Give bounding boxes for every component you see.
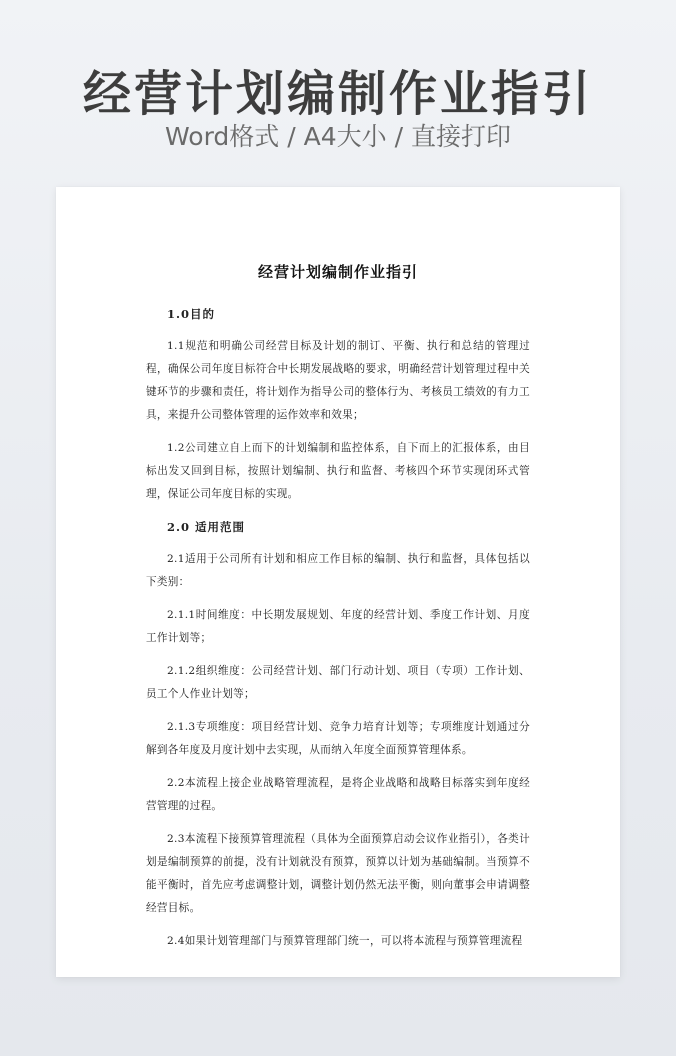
paragraph: 2.1适用于公司所有计划和相应工作目标的编制、执行和监督，具体包括以下类别： bbox=[146, 553, 530, 588]
banner-title: 经营计划编制作业指引 bbox=[82, 66, 593, 122]
paragraph: 2.1.2组织维度：公司经营计划、部门行动计划、项目（专项）工作计划、员工个人作业计划等； bbox=[146, 665, 530, 700]
paragraph: 1.2公司建立自上而下的计划编制和监控体系，自下而上的汇报体系，由目标出发又回到目标，按照计划编制、执行和监督、考核四个环节实现闭环式管理，保证公司年度目标的实现。 bbox=[146, 442, 530, 500]
paragraph: 2.3本流程下接预算管理流程（具体为全面预算启动会议作业指引），各类计划是编制预算的前提，没有计划就没有预算，预算以计划为基础编制。当预算不能平衡时，首先应考虑调整计划，调整计划仍然无法平衡，则向董事会申请调整经营目标。 bbox=[146, 833, 530, 914]
banner-subtitle: Word格式 / A4大小 / 直接打印 bbox=[165, 122, 511, 151]
paragraph: 2.1.3专项维度：项目经营计划、竞争力培育计划等；专项维度计划通过分解到各年度及月度计划中去实现，从而纳入年度全面预算管理体系。 bbox=[146, 721, 530, 756]
paragraph: 2.1.1时间维度：中长期发展规划、年度的经营计划、季度工作计划、月度工作计划等； bbox=[146, 609, 530, 644]
paragraph: 2.2本流程上接企业战略管理流程，是将企业战略和战略目标落实到年度经营管理的过程。 bbox=[146, 777, 530, 812]
document-page bbox=[56, 187, 620, 977]
document-title: 经营计划编制作业指引 bbox=[257, 263, 418, 281]
paragraph: 1.1规范和明确公司经营目标及计划的制订、平衡、执行和总结的管理过程，确保公司年度目标符合中长期发展战略的要求，明确经营计划管理过程中关键环节的步骤和责任，将计划作为指导公司的整体行为、考核员工绩效的有力工具，来提升公司整体管理的运作效率和效果； bbox=[146, 340, 530, 421]
document-content bbox=[146, 303, 530, 963]
section-heading-purpose: 1.0目的 bbox=[167, 307, 216, 321]
section-heading-scope: 2.0 适用范围 bbox=[167, 520, 246, 534]
paragraph: 2.4如果计划管理部门与预算管理部门统一，可以将本流程与预算管理流程 bbox=[167, 935, 523, 947]
banner bbox=[0, 0, 676, 180]
